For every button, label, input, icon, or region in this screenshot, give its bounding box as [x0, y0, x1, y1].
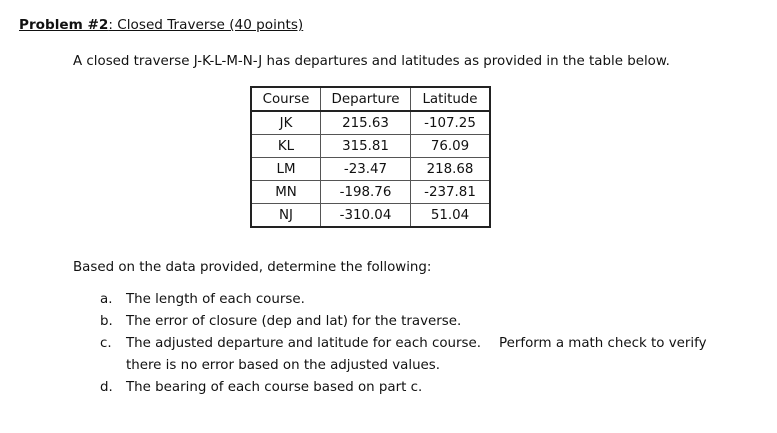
task-text: The bearing of each course based on part c.	[126, 380, 423, 395]
header-course: Course	[251, 87, 321, 111]
course-cell: KL	[251, 135, 321, 158]
table-row	[251, 111, 490, 135]
task-text-continued: there is no error based on the adjusted values.	[126, 358, 441, 373]
list-item	[100, 377, 707, 399]
latitude-cell: -237.81	[411, 181, 491, 204]
problem-heading	[19, 17, 303, 33]
header-departure: Departure	[321, 87, 411, 111]
departure-cell: -23.47	[321, 158, 411, 181]
list-item	[100, 289, 707, 311]
latitude-cell: 76.09	[411, 135, 491, 158]
task-marker: c.	[100, 336, 112, 351]
latitude-cell: 51.04	[411, 204, 491, 228]
task-marker: a.	[100, 292, 113, 307]
intro-text: A closed traverse J-K-L-M-N-J has departures and latitudes as provided in the table below.	[73, 54, 670, 69]
table-row	[251, 204, 490, 228]
task-text: The error of closure (dep and lat) for the traverse.	[126, 314, 462, 329]
course-cell: JK	[251, 111, 321, 135]
task-text-extra: Perform a math check to verify	[499, 336, 707, 351]
departure-cell: -310.04	[321, 204, 411, 228]
course-cell: LM	[251, 158, 321, 181]
departure-cell: 215.63	[321, 111, 411, 135]
course-cell: NJ	[251, 204, 321, 228]
course-cell: MN	[251, 181, 321, 204]
table-row	[251, 181, 490, 204]
task-marker: d.	[100, 380, 113, 395]
problem-label: Problem #2	[19, 17, 109, 33]
problem-title: : Closed Traverse (40 points)	[108, 17, 304, 33]
list-item	[100, 311, 707, 333]
table-row	[251, 158, 490, 181]
task-marker: b.	[100, 314, 113, 329]
traverse-table	[250, 86, 491, 228]
list-item	[100, 333, 707, 377]
task-list	[100, 289, 707, 399]
latitude-cell: 218.68	[411, 158, 491, 181]
table-row	[251, 135, 490, 158]
task-text: The adjusted departure and latitude for each course.	[126, 336, 482, 351]
task-text: The length of each course.	[126, 292, 305, 307]
table-header-row	[251, 87, 490, 111]
departure-cell: -198.76	[321, 181, 411, 204]
latitude-cell: -107.25	[411, 111, 491, 135]
prompt-text: Based on the data provided, determine the following:	[73, 260, 432, 275]
departure-cell: 315.81	[321, 135, 411, 158]
header-latitude: Latitude	[411, 87, 491, 111]
